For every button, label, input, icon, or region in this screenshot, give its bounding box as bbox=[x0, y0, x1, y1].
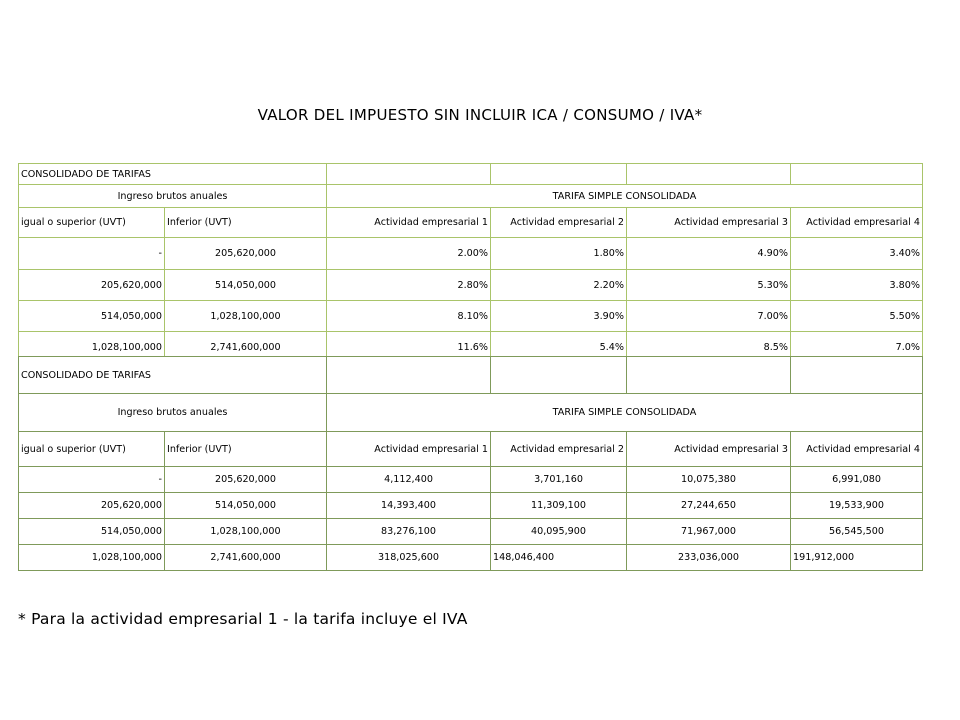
table-cell: 1,028,100,000 bbox=[165, 301, 327, 332]
table-cell: 205,620,000 bbox=[19, 270, 165, 301]
table-cell: 514,050,000 bbox=[165, 270, 327, 301]
table-cell: 205,620,000 bbox=[165, 238, 327, 270]
empty-cell bbox=[491, 164, 627, 185]
table-row bbox=[19, 467, 923, 493]
table-cell: 514,050,000 bbox=[19, 301, 165, 332]
table-cell: 10,075,380 bbox=[627, 467, 791, 493]
table-cell: 7.0% bbox=[791, 332, 923, 364]
table-cell: 1,028,100,000 bbox=[19, 332, 165, 364]
group-header-income: Ingreso brutos anuales bbox=[19, 185, 327, 208]
table-cell: 3.90% bbox=[491, 301, 627, 332]
table-cell: 8.10% bbox=[327, 301, 491, 332]
table-cell: 1,028,100,000 bbox=[19, 545, 165, 571]
table-cell: 83,276,100 bbox=[327, 519, 491, 545]
table-cell: 5.4% bbox=[491, 332, 627, 364]
table-cell: 19,533,900 bbox=[791, 493, 923, 519]
empty-cell bbox=[627, 357, 791, 394]
table-row bbox=[19, 301, 923, 332]
column-header: igual o superior (UVT) bbox=[19, 432, 165, 467]
column-header: Actividad empresarial 2 bbox=[491, 432, 627, 467]
table-row bbox=[19, 270, 923, 301]
tax-values-table bbox=[18, 356, 923, 571]
table-cell: 1.80% bbox=[491, 238, 627, 270]
table-cell: 11.6% bbox=[327, 332, 491, 364]
table-group-row bbox=[19, 185, 923, 208]
column-header: Actividad empresarial 1 bbox=[327, 432, 491, 467]
table-cell: 5.30% bbox=[627, 270, 791, 301]
table-cell: 2.00% bbox=[327, 238, 491, 270]
group-header-tariff: TARIFA SIMPLE CONSOLIDADA bbox=[327, 394, 923, 432]
column-header: Inferior (UVT) bbox=[165, 208, 327, 238]
table-cell: 191,912,000 bbox=[791, 545, 923, 571]
empty-cell bbox=[627, 164, 791, 185]
table-cell: 514,050,000 bbox=[19, 519, 165, 545]
column-header: Actividad empresarial 4 bbox=[791, 208, 923, 238]
table-cell: 71,967,000 bbox=[627, 519, 791, 545]
table-cell: 5.50% bbox=[791, 301, 923, 332]
column-header-row bbox=[19, 208, 923, 238]
footnote: * Para la actividad empresarial 1 - la tarifa incluye el IVA bbox=[18, 610, 468, 628]
table-cell: 1,028,100,000 bbox=[165, 519, 327, 545]
table-cell: 2,741,600,000 bbox=[165, 545, 327, 571]
table-cell: 7.00% bbox=[627, 301, 791, 332]
table-cell: 233,036,000 bbox=[627, 545, 791, 571]
table-row bbox=[19, 493, 923, 519]
table-title-cell: CONSOLIDADO DE TARIFAS bbox=[19, 357, 327, 394]
table-cell: 205,620,000 bbox=[19, 493, 165, 519]
table-cell: 6,991,080 bbox=[791, 467, 923, 493]
table-cell: 3.80% bbox=[791, 270, 923, 301]
table-cell: 3.40% bbox=[791, 238, 923, 270]
table-group-row bbox=[19, 394, 923, 432]
table-row bbox=[19, 519, 923, 545]
table-cell: 8.5% bbox=[627, 332, 791, 364]
group-header-tariff: TARIFA SIMPLE CONSOLIDADA bbox=[327, 185, 923, 208]
empty-cell bbox=[327, 164, 491, 185]
table-cell: 148,046,400 bbox=[491, 545, 627, 571]
column-header: Actividad empresarial 3 bbox=[627, 208, 791, 238]
table-cell: 205,620,000 bbox=[165, 467, 327, 493]
empty-cell bbox=[491, 357, 627, 394]
table-cell: 2.20% bbox=[491, 270, 627, 301]
table-cell: 40,095,900 bbox=[491, 519, 627, 545]
empty-cell bbox=[791, 164, 923, 185]
page-title: VALOR DEL IMPUESTO SIN INCLUIR ICA / CONSUMO / IVA* bbox=[257, 106, 703, 124]
table-row bbox=[19, 238, 923, 270]
table-cell: 27,244,650 bbox=[627, 493, 791, 519]
table-cell: 14,393,400 bbox=[327, 493, 491, 519]
table-title-cell: CONSOLIDADO DE TARIFAS bbox=[19, 164, 327, 185]
tariff-rates-table bbox=[18, 163, 923, 364]
empty-cell bbox=[327, 357, 491, 394]
column-header: Actividad empresarial 1 bbox=[327, 208, 491, 238]
table-cell: 2,741,600,000 bbox=[165, 332, 327, 364]
table-cell: 3,701,160 bbox=[491, 467, 627, 493]
column-header: Actividad empresarial 2 bbox=[491, 208, 627, 238]
empty-cell bbox=[791, 357, 923, 394]
group-header-income: Ingreso brutos anuales bbox=[19, 394, 327, 432]
table-header-row bbox=[19, 164, 923, 185]
column-header: Actividad empresarial 4 bbox=[791, 432, 923, 467]
table-cell: - bbox=[19, 238, 165, 270]
table-cell: 2.80% bbox=[327, 270, 491, 301]
column-header: Actividad empresarial 3 bbox=[627, 432, 791, 467]
table-cell: 4.90% bbox=[627, 238, 791, 270]
column-header: igual o superior (UVT) bbox=[19, 208, 165, 238]
table-row bbox=[19, 545, 923, 571]
table-cell: 318,025,600 bbox=[327, 545, 491, 571]
table-cell: - bbox=[19, 467, 165, 493]
table-cell: 4,112,400 bbox=[327, 467, 491, 493]
column-header-row bbox=[19, 432, 923, 467]
column-header: Inferior (UVT) bbox=[165, 432, 327, 467]
table-cell: 11,309,100 bbox=[491, 493, 627, 519]
table-cell: 56,545,500 bbox=[791, 519, 923, 545]
table-header-row bbox=[19, 357, 923, 394]
table-cell: 514,050,000 bbox=[165, 493, 327, 519]
